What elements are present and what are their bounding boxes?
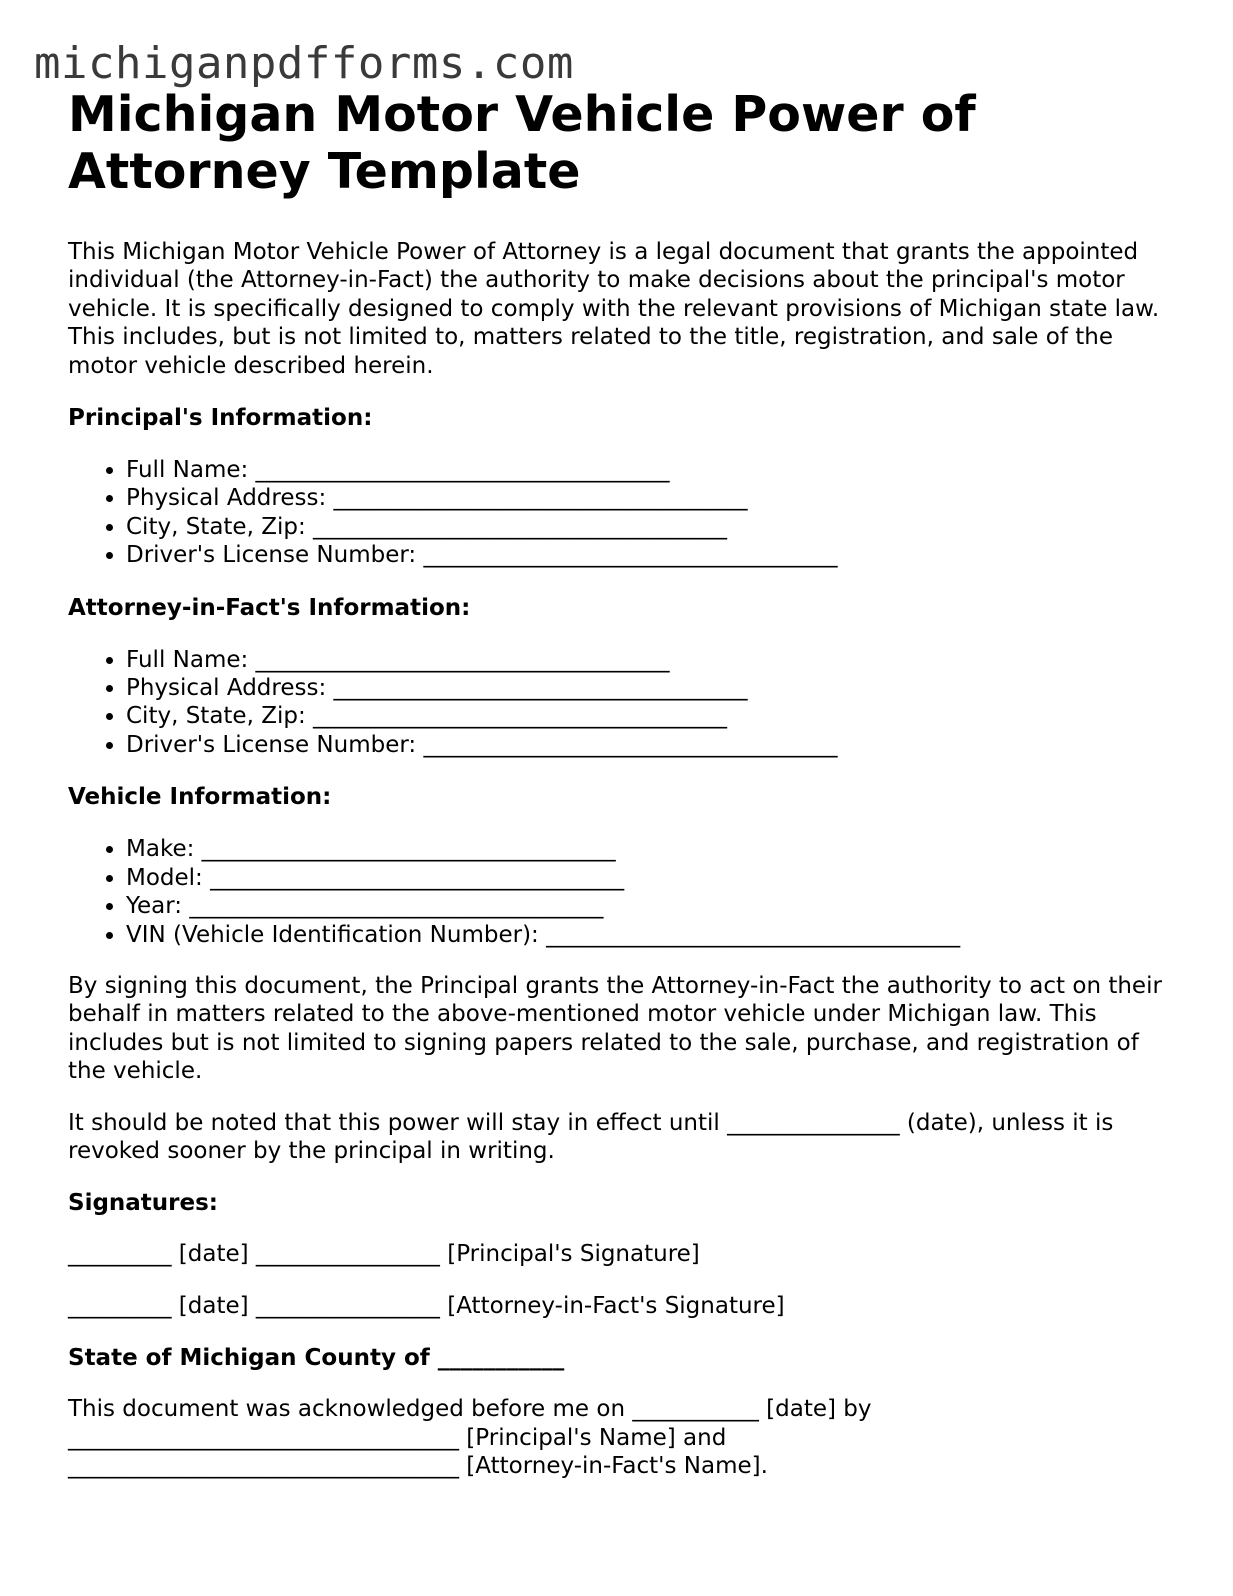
page-title: Michigan Motor Vehicle Power of Attorney Template — [68, 86, 976, 200]
principal-address-field: • Physical Address: ____________________________________ — [126, 484, 1178, 512]
principal-info-heading: Principal's Information: — [68, 405, 373, 432]
vehicle-info-list — [68, 835, 1178, 949]
effect-paragraph: It should be noted that this power will stay in effect until _______________ (date), unless it is revoked sooner by the principal in writing. — [68, 1109, 1114, 1164]
attorney-signature-line: _________ [date] ________________ [Attorney-in-Fact's Signature] — [68, 1292, 785, 1319]
attorney-full-name-field: • Full Name: ____________________________________ — [126, 646, 1178, 674]
attorney-info-heading: Attorney-in-Fact's Information: — [68, 594, 471, 621]
principal-signature-line: _________ [date] ________________ [Principal's Signature] — [68, 1241, 700, 1268]
principal-city-state-zip-field: • City, State, Zip: ____________________________________ — [126, 513, 1178, 541]
vehicle-model-field: • Model: ____________________________________ — [126, 864, 1178, 892]
grant-paragraph: By signing this document, the Principal grants the Attorney-in-Fact the authority to act on their behalf in matters related to the above-mentioned motor vehicle under Michigan law. This includes but is not limited to signing papers related to the sale, purchase, and registration of the vehicle. — [68, 972, 1162, 1085]
site-watermark: michiganpdfforms.com — [34, 38, 574, 89]
attorney-address-field: • Physical Address: ____________________________________ — [126, 674, 1178, 702]
notary-heading: State of Michigan County of ___________ — [68, 1345, 565, 1372]
vehicle-year-field: • Year: ____________________________________ — [126, 892, 1178, 920]
principal-info-list — [68, 456, 1178, 570]
signatures-heading: Signatures: — [68, 1190, 219, 1217]
principal-license-field: • Driver's License Number: ____________________________________ — [126, 541, 1178, 569]
attorney-info-list — [68, 646, 1178, 760]
vehicle-vin-field: • VIN (Vehicle Identification Number): ____________________________________ — [126, 921, 1178, 949]
intro-paragraph: This Michigan Motor Vehicle Power of Attorney is a legal document that grants the appointed individual (the Attorney-in-Fact) the authority to make decisions about the principal's motor vehicle. It is specifically designed to comply with the relevant provisions of Michigan state law. This includes, but is not limited to, matters related to the title, registration, and sale of the motor vehicle described herein. — [68, 239, 1160, 379]
attorney-license-field: • Driver's License Number: ____________________________________ — [126, 731, 1178, 759]
attorney-city-state-zip-field: • City, State, Zip: ____________________________________ — [126, 702, 1178, 730]
principal-full-name-field: • Full Name: ____________________________________ — [126, 456, 1178, 484]
document-body — [68, 86, 1178, 1480]
vehicle-make-field: • Make: ____________________________________ — [126, 835, 1178, 863]
notary-paragraph: This document was acknowledged before me on ___________ [date] by __________________________________ [Principal's Name] and __________________________________ [Attorney-in-Fact's Name]. — [68, 1396, 872, 1479]
vehicle-info-heading: Vehicle Information: — [68, 784, 332, 811]
